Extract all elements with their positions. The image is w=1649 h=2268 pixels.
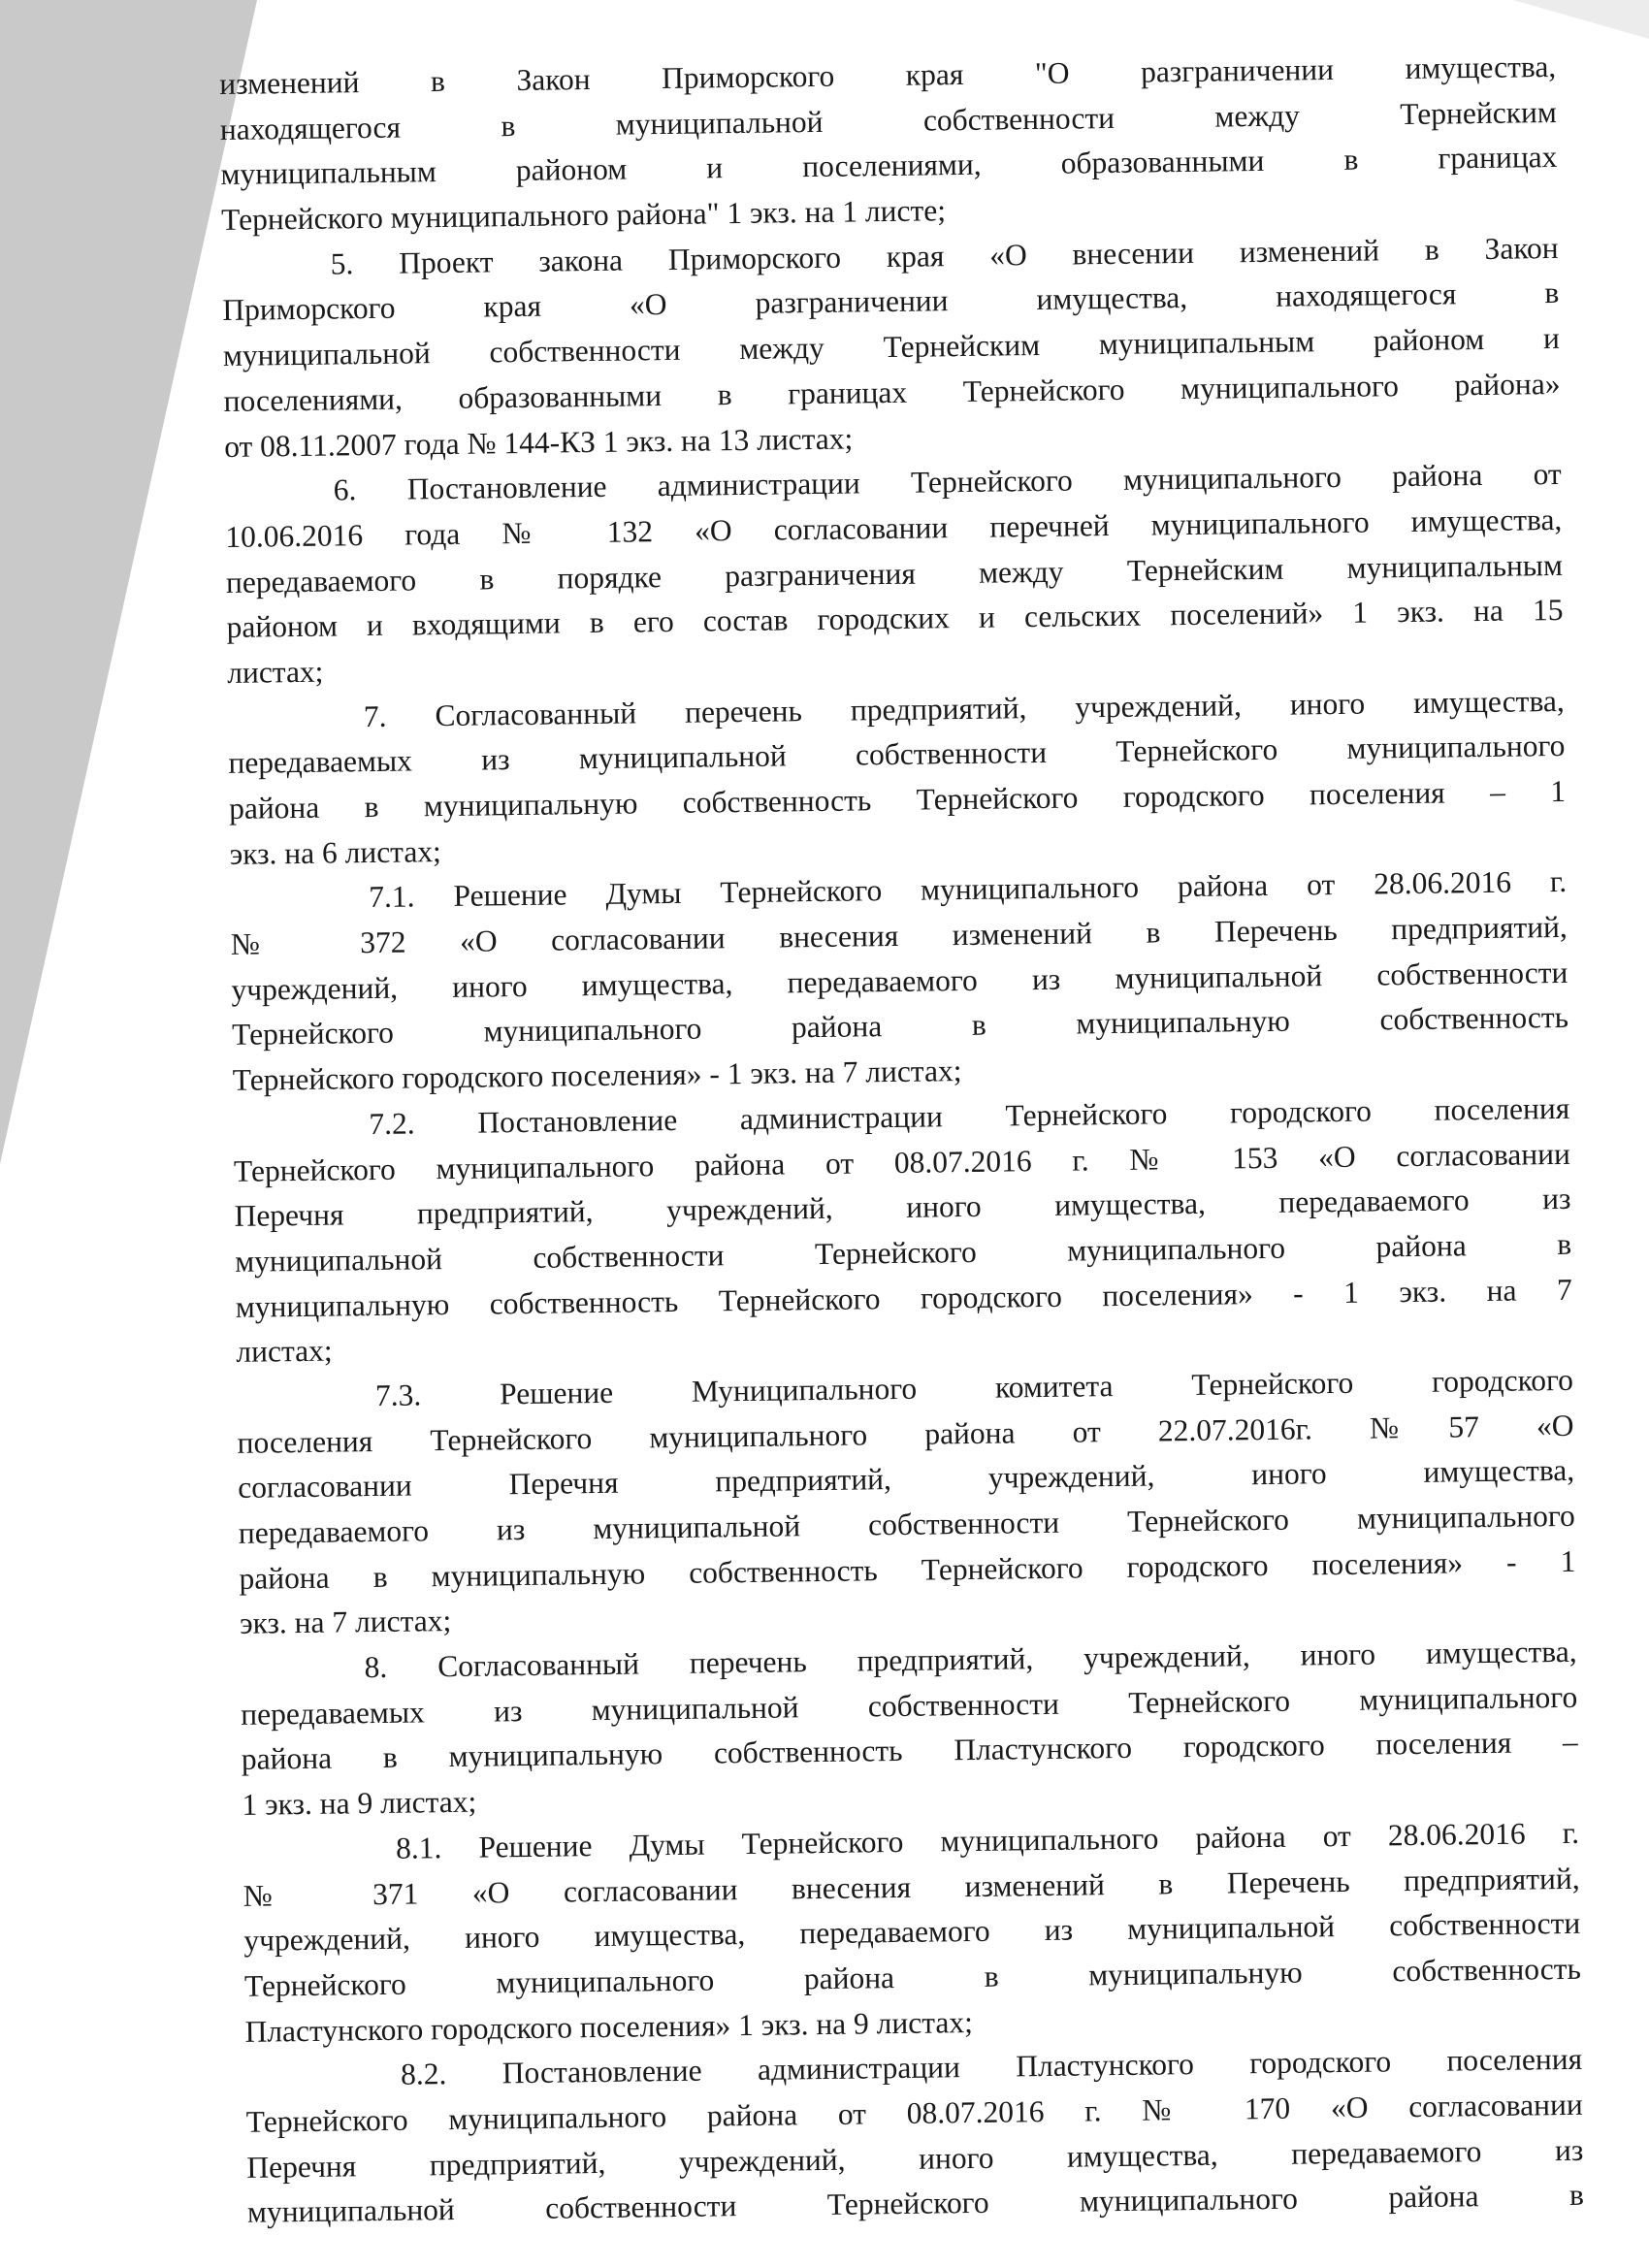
text-line: Тернейского городского поселения» - 1 экз. на 7 листах; [232,1053,962,1098]
text-line: находящегося в муниципальной собственности между Тернейским [219,94,1558,146]
text-line: района в муниципальную собственность Пластунского городского поселения – [241,1725,1579,1777]
paragraph [230,859,1569,1103]
text-line: передаваемых из муниципальной собственности Тернейского муниципального [228,729,1566,781]
text-line: 7.1. Решение Думы Тернейского муниципального района от 28.06.2016 г. [369,864,1568,915]
text-line: поселения Тернейского муниципального района от 22.07.2016г. №57 «О [237,1408,1574,1460]
text-line: 7.3. Решение Муниципального комитета Тернейского городского [374,1362,1574,1412]
text-line: передаваемого в порядке разграничения между Тернейским муниципальным [225,547,1564,599]
text-line: поселениями, образованными в границах Тернейского муниципального района» [223,366,1561,418]
text-line: Перечня предприятий, учреждений, иного имущества, передаваемого из [246,2132,1584,2185]
text-line: 8.2. Постановление администрации Пластунского городского поселения [400,2042,1583,2091]
paragraph [245,2037,1584,2236]
text-line: Тернейского муниципального района" 1 экз. на 1 листе; [220,193,947,238]
text-line: 10.06.2016 года № 132 «О согласовании перечней муниципального имущества, [225,502,1563,554]
text-line: 7. Согласованный перечень предприятий, учреждений, иного имущества, [363,683,1565,733]
text-line: Тернейского муниципального района от 08.07.2016 г. № 170 «О согласовании [245,2087,1583,2139]
paragraph [233,1086,1573,1376]
text-line: передаваемых из муниципальной собственности Тернейского муниципального [241,1679,1578,1732]
text-line: Тернейского муниципального района от 08.07.2016 г. № 153 «О согласовании [233,1136,1571,1188]
text-line: Тернейского муниципального района в муниципальную собственность [231,1000,1569,1053]
text-line: листах; [227,654,324,690]
paragraph [225,452,1565,696]
text-line: 8. Согласованный перечень предприятий, учреждений, иного имущества, [364,1634,1577,1685]
text-line: муниципальную собственность Тернейского городского поселения» - 1 экз. на 7 [235,1272,1572,1324]
text-line: листах; [236,1333,333,1370]
text-line: 6. Постановление администрации Тернейского муниципального района от [333,457,1562,507]
paragraph [237,1358,1577,1647]
text-line: № 372 «О согласовании внесения изменений в Перечень предприятий, [230,909,1568,961]
text-line: от 08.11.2007 года № 144-КЗ 1 экз. на 13 листах; [223,420,854,464]
text-line: передаваемого из муниципальной собственности Тернейского муниципального [238,1498,1575,1550]
text-line: 1 экз. на 9 листах; [242,1784,477,1822]
text-line: районом и входящими в его состав городских и сельских поселений» 1 экз. на 15 [226,593,1564,645]
text-line: экз. на 7 листах; [239,1604,452,1641]
text-line: района в муниципальную собственность Тернейского городского поселения» - 1 [239,1543,1576,1596]
text-line: 7.2. Постановление администрации Тернейского городского поселения [369,1090,1570,1141]
text-line: Приморского края «О разграничении имущества, находящегося в [222,275,1560,328]
text-line: муниципальной собственности Тернейского муниципального района в [246,2178,1585,2230]
text-line: учреждений, иного имущества, передаваемого из муниципальной собственности [243,1905,1581,1959]
text-line: района в муниципальную собственность Тернейского городского поселения – 1 [228,773,1567,826]
paragraph [221,226,1561,470]
document-page [219,45,1584,2236]
text-line: муниципальной собственности между Тернейским муниципальным районом и [222,321,1561,373]
text-line: учреждений, иного имущества, передаваемого из муниципальной собственности [231,955,1568,1007]
paragraph [219,45,1558,243]
paragraph [228,679,1567,878]
text-line: Пластунского городского поселения» 1 экз. на 9 листах; [244,2004,974,2049]
text-line: изменений в Закон Приморского края "О разграничении имущества, [219,49,1557,101]
paragraph [242,1811,1582,2055]
text-line: муниципальным районом и поселениями, образованными в границах [220,140,1558,192]
text-line: муниципальной собственности Тернейского муниципального района в [234,1226,1572,1279]
paragraph [240,1630,1578,1829]
text-line: 5. Проект закона Приморского края «О внесении изменений в Закон [330,230,1559,281]
text-line: согласовании Перечня предприятий, учреждений, иного имущества, [238,1453,1575,1506]
text-line: Тернейского муниципального района в муниципальную собственность [243,1951,1582,2003]
text-line: № 371 «О согласовании внесения изменений в Перечень предприятий, [242,1861,1580,1913]
text-line: 8.1. Решение Думы Тернейского муниципального района от 28.06.2016 г. [395,1815,1580,1865]
text-line: экз. на 6 листах; [229,833,442,871]
text-line: Перечня предприятий, учреждений, иного имущества, передаваемого из [234,1182,1571,1234]
